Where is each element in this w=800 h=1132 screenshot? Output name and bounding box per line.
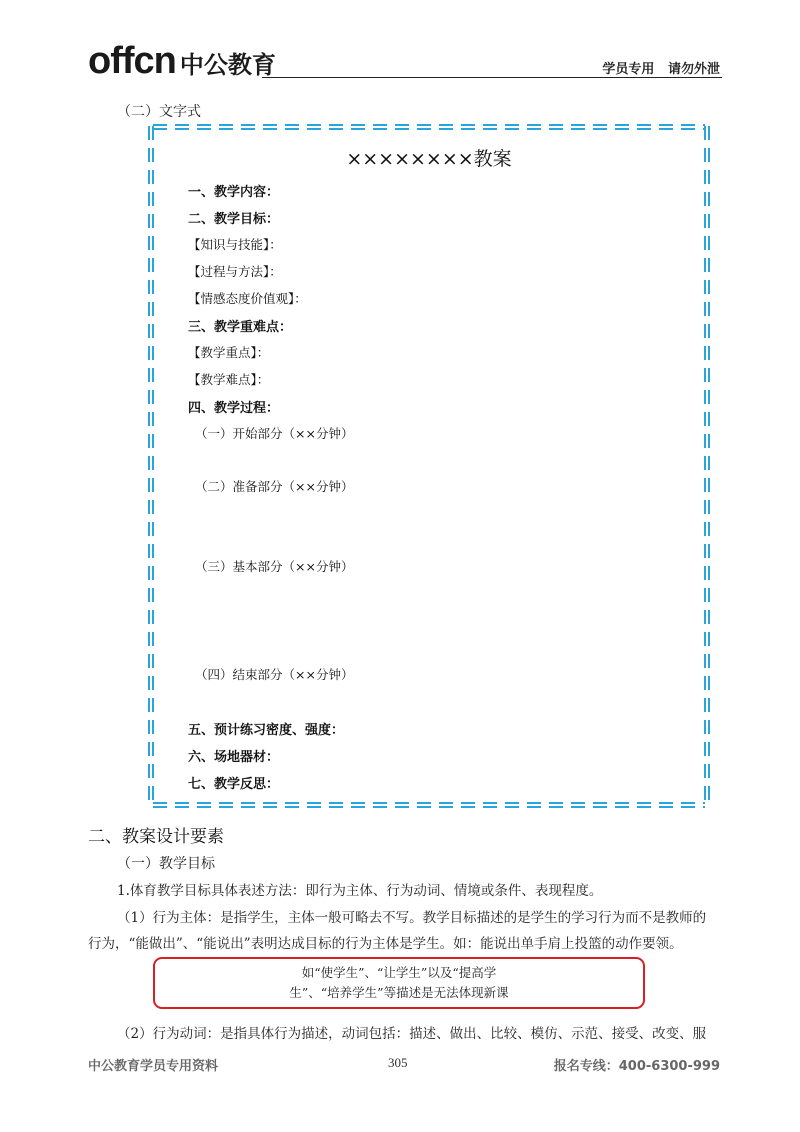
plan-line-difficult-point: 【教学难点】： [188, 372, 270, 387]
plan-line-knowledge-skills: 【知识与技能】： [188, 237, 282, 252]
note-callout [153, 957, 645, 1009]
paragraph-verb: （2）行为动词：是指具体行为描述，动词包括：描述、做出、比较、模仿、示范、接受、改变、服 [117, 1026, 707, 1042]
plan-line-emotion-values: 【情感态度价值观】： [188, 291, 307, 306]
logo-cn-text: 中公教育 [179, 51, 276, 79]
page-number: 305 [388, 1055, 408, 1070]
plan-line-process-methods: 【过程与方法】： [188, 264, 282, 279]
offcn-logo [88, 36, 276, 80]
plan-line-teaching-process: 四、教学过程： [188, 401, 280, 416]
plan-line-opening-part: （一）开始部分（××分钟） [195, 426, 354, 441]
paragraph-subject-line1: （1）行为主体：是指学生，主体一般可略去不写。教学目标描述的是学生的学习行为而不是教师的 [117, 910, 707, 926]
lesson-plan-title: ××××××××教案 [346, 148, 512, 170]
paragraph-target-method: 1.体育教学目标具体表述方法：即行为主体、行为动词、情境或条件、表现程度。 [117, 883, 603, 899]
plan-line-reflection: 七、教学反思： [188, 777, 280, 792]
logo-text: offcn [88, 40, 176, 82]
plan-line-key-point: 【教学重点】： [188, 345, 270, 360]
header-notice: 学员专用 请勿外泄 [602, 62, 720, 77]
plan-line-ending-part: （四）结束部分（××分钟） [195, 667, 354, 682]
note-line-2: 生”、“培养学生”等描述是无法体现新课 [289, 985, 509, 1000]
note-line-1: 如“使学生”、“让学生”以及“提高学 [301, 965, 497, 980]
plan-line-content: 一、教学内容： [188, 185, 280, 200]
paragraph-subject-line2: 行为，“能做出”、“能说出”表明达成目标的行为主体是学生。如：能说出单手肩上投篮的动作要领。 [88, 936, 683, 952]
plan-line-key-difficult-points: 三、教学重难点： [188, 320, 293, 335]
section2-title: 二、教案设计要素 [88, 827, 224, 847]
footer-hotline: 报名专线：400-6300-999 [553, 1059, 720, 1074]
section2-subtitle: （一）教学目标 [117, 856, 215, 872]
header-rule [262, 77, 722, 78]
plan-line-density-intensity: 五、预计练习密度、强度： [188, 723, 345, 738]
plan-line-preparation-part: （二）准备部分（××分钟） [195, 479, 354, 494]
plan-line-objectives: 二、教学目标： [188, 212, 280, 227]
plan-line-basic-part: （三）基本部分（××分钟） [195, 559, 354, 574]
section-heading-text-format: （二）文字式 [117, 104, 201, 120]
footer-left-text: 中公教育学员专用资料 [88, 1059, 219, 1074]
plan-line-venue-equipment: 六、场地器材： [188, 750, 280, 765]
